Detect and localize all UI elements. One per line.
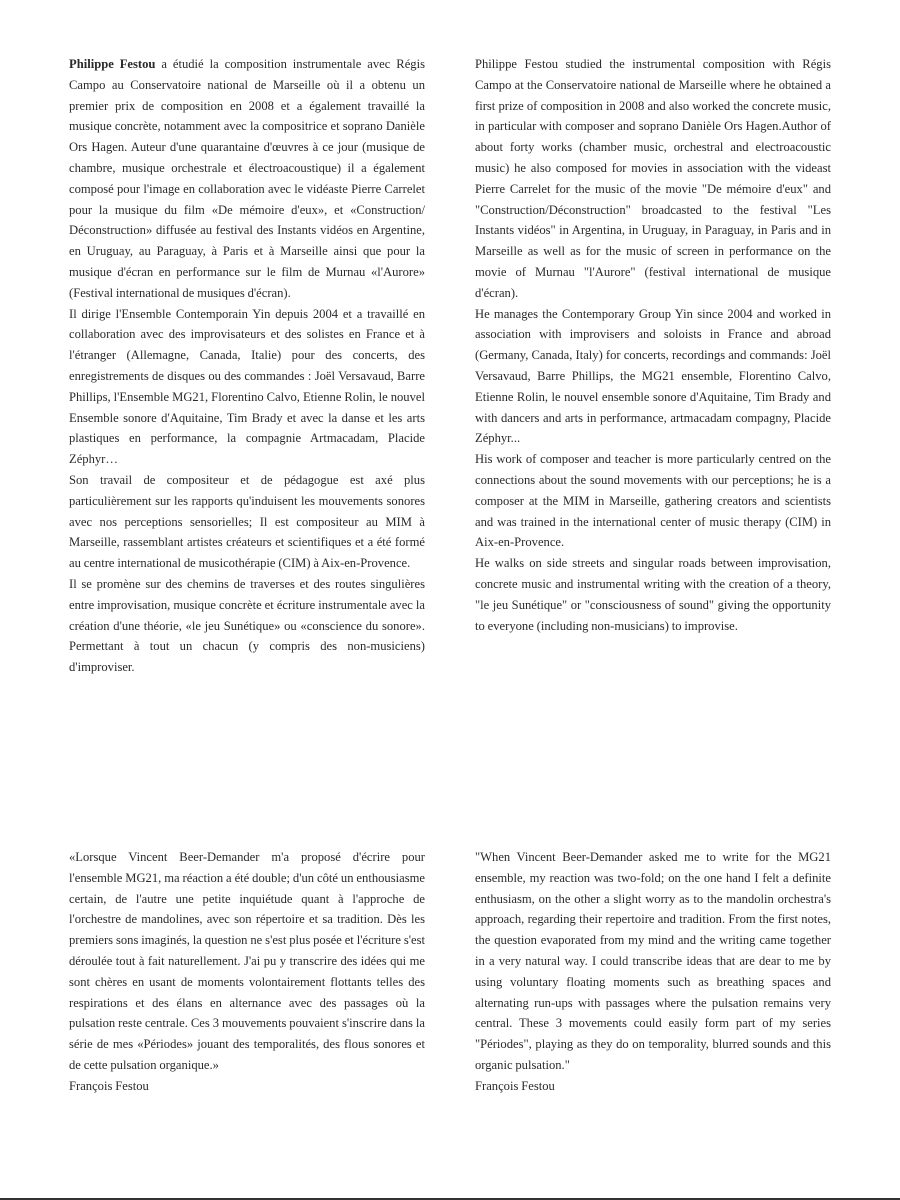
quote-en-signature: François Festou (475, 1078, 555, 1093)
composer-name: Philippe Festou (69, 57, 156, 71)
quote-english (475, 847, 831, 1097)
bio-fr-paragraph-4: Il se promène sur des chemins de traverses et des routes singulières entre improvisation, musique concrète et écriture instrumentale avec la création d'une théorie, «le jeu Sunétique» ou «conscience du sonore». Permettant à tout un chacun (y compris des non-musiciens) d'improviser. (69, 576, 425, 675)
bio-en-paragraph-3: His work of composer and teacher is more particularly centred on the connections about the sound movements with our perceptions; he is a composer at the MIM in Marseille, gathering creators and scientists and was trained in the international center of music therapy (CIM) in Aix-en-Provence. (475, 452, 831, 550)
quote-fr-signature: François Festou (69, 1078, 149, 1093)
quote-french (69, 847, 425, 1097)
biography-french (69, 54, 425, 678)
bio-fr-paragraph-1 (69, 54, 425, 304)
quote-fr-text: «Lorsque Vincent Beer-Demander m'a proposé d'écrire pour l'ensemble MG21, ma réaction a été double; d'un côté un enthousiasme certain, de l'autre une petite inquiétude quant à l'approche de l'orchestre de mandolines, avec son répertoire et sa tradition. Dès les premiers sons imaginés, la question ne s'est plus posée et l'écriture s'est déroulée tout à fait naturellement. J'ai pu y transcrire des idées qui me sont chères en usant de moments volontairement flottants telles des respirations et des élans en alternance avec des passages où la pulsation reste centrale. Ces 3 mouvements pouvaient s'inscrire dans la série de mes «Périodes» jouant des temporalités, des flous sonores et de cette pulsation organique.» (69, 850, 425, 1072)
bio-fr-paragraph-2: Il dirige l'Ensemble Contemporain Yin depuis 2004 et a travaillé en collaboration avec des improvisateurs et des solistes en France et à l'étranger (Allemagne, Canada, Italie) pour des concerts, des enregistrements de disques ou des commandes : Joël Versavaud, Barre Phillips, l'Ensemble MG21, Florentino Calvo, Etienne Rolin, le nouvel Ensemble sonore d'Aquitaine, Tim Brady et avec la danse et les arts plastiques en performance, la compagnie Artmacadam, Placide Zéphyr… (69, 306, 425, 467)
bio-fr-paragraph-1-text: a étudié la composition instrumentale avec Régis Campo au Conservatoire national de Marseille où il a obtenu un premier prix de composition en 2008 et a également travaillé la musique concrète, notamment avec la compositrice et soprano Danièle Ors Hagen. Auteur d'une quarantaine d'œuvres à ce jour (musique de chambre, musique orchestrale et électroacoustique) il a également composé pour l'image en collaboration avec le vidéaste Pierre Carrelet pour la musique du film «De mémoire d'eux», et «Construction/ Déconstruction» diffusée au festival des Instants vidéos en Argentine, en Uruguay, au Paraguay, à Paris et à Marseille ainsi que pour la musique d'écran en performance sur le film de Murnau «l'Aurore» (Festival international de musiques d'écran). (69, 57, 425, 300)
bio-en-paragraph-2: He manages the Contemporary Group Yin since 2004 and worked in association with improvisers and soloists in France and abroad (Germany, Canada, Italy) for concerts, recordings and commands: Joël Versavaud, Barre Phillips, the MG21 ensemble, Florentino Calvo, Etienne Rolin, le nouvel ensemble sonore d'Aquitaine, Tim Brady and with dancers and arts in performance, artmacadam compagny, Placide Zéphyr... (475, 306, 831, 446)
quote-en-text: "When Vincent Beer-Demander asked me to write for the MG21 ensemble, my reaction was two-fold; on the one hand I felt a definite enthusiasm, on the other a slight worry as to the mandolin orchestra's approach, regarding their repertoire and tradition. From the first notes, the question evaporated from my mind and the writing came together in a very natural way. I could transcribe ideas that are dear to me by using voluntary floating moments such as breathing spaces and alternating run-ups with passages where the pulsation remains very central. These 3 movements could easily form part of my series "Périodes", playing as they do on temporality, blurred sounds and this organic pulsation." (475, 850, 831, 1072)
bio-fr-paragraph-3: Son travail de compositeur et de pédagogue est axé plus particulièrement sur les rapports qu'induisent les mouvements sonores avec nos perceptions sensorielles; Il est compositeur au MIM à Marseille, rassemblant artistes créateurs et scientifiques et a été formé au centre international de musicothérapie (CIM) à Aix-en-Provence. (69, 472, 425, 571)
bio-en-paragraph-1: Philippe Festou studied the instrumental composition with Régis Campo at the Conservatoire national de Marseille where he obtained a first prize of composition in 2008 and also worked the concrete music, in particular with composer and soprano Danièle Ors Hagen.Author of about forty works (chamber music, orchestral and electroacoustic music) he also composed for movies in association with the videast Pierre Carrelet for the music of the movie "De mémoire d'eux" and "Construction/Déconstruction" broadcasted to the festival "Les Instants vidéos" in Argentina, in Uruguay, in Paraguay, in Paris and in Marseille as well as for the music of screen in performance on the movie of Murnau "l'Aurore" (festival international de musique d'écran). (475, 57, 831, 300)
bio-en-paragraph-4: He walks on side streets and singular roads between improvisation, concrete music and instrumental writing with the creation of a theory, "le jeu Sunétique" or "consciousness of sound" giving the opportunity to everyone (including non-musicians) to improvise. (475, 556, 831, 633)
biography-english (475, 54, 831, 636)
